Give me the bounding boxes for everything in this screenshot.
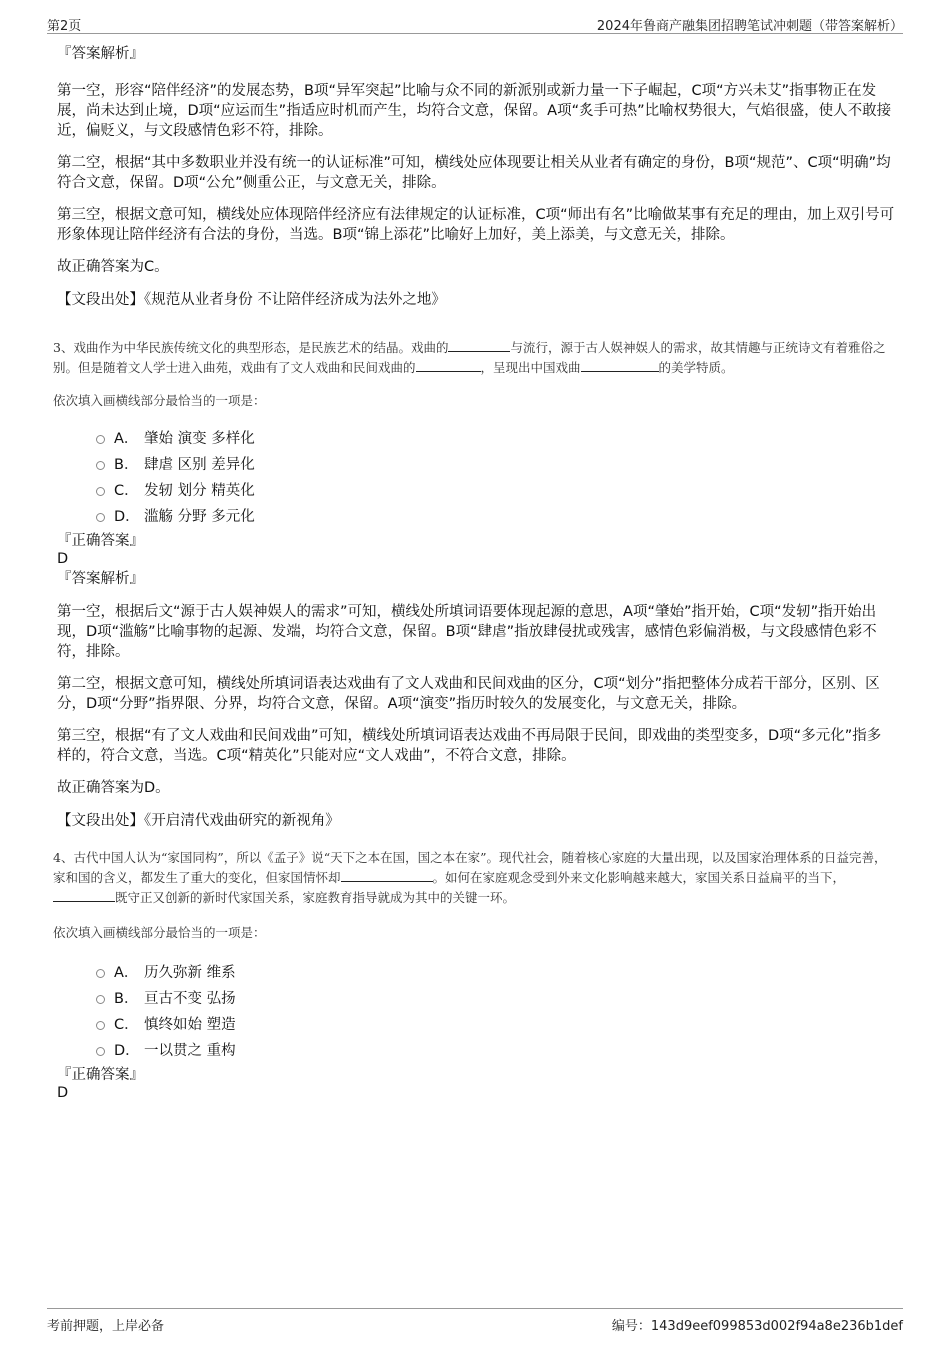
answer-blank [448,339,510,352]
question-text: 4、古代中国人认为“家国同构”，所以《孟子》说“天下之本在国，国之本在家”。现代社会，随着核心家庭的大量出现，以及国家治理体系的日益完善，家和国的含义，都发生了重大的变化，但家国情怀却 。如何在家庭观念受到外来文化影响越来越大，家国关系日益扁平的当下，既守正又创新的新时代家国关系，家庭教育指导就成为其中的关键一环。 [53,850,887,905]
correct-answer-label: 『正确答案』 [57,533,144,549]
source-citation: 【文段出处】《规范从业者身份 不让陪伴经济成为法外之地》 [57,292,446,308]
analysis-paragraph: 第二空，根据文意可知，横线处所填词语表达戏曲有了文人戏曲和民间戏曲的区分，C项“划分”指把整体分成若干部分，区别、区分，D项“分野”指界限、分界，均符合文意，保留。A项“演变”指历时较久的发展变化，与文意无关，排除。 [57,676,880,712]
radio-button[interactable] [96,969,105,978]
answer-blank [581,359,659,372]
option-b[interactable]: B． 亘古不变 弘扬 [96,984,895,1010]
radio-button[interactable] [96,461,105,470]
radio-button[interactable] [96,487,105,496]
option-d[interactable]: D． 一以贯之 重构 [96,1036,895,1062]
analysis-paragraph: 第二空，根据“其中多数职业并没有统一的认证标准”可知，横线处应体现要让相关从业者有确定的身份，B项“规范”、C项“明确”均符合文意，保留。D项“公允”侧重公正，与文意无关，排除。 [57,155,891,191]
answer-blank [341,869,433,882]
option-c[interactable]: C． 慎终如始 塑造 [96,1010,895,1036]
answer-blank [53,889,115,902]
option-a[interactable]: A． 历久弥新 维系 [96,958,895,984]
question-3 [53,338,895,831]
radio-button[interactable] [96,1021,105,1030]
analysis-paragraph: 第三空，根据“有了文人戏曲和民间戏曲”可知，横线处所填词语表达戏曲不再局限于民间，即戏曲的类型变多，D项“多元化”指多样的，符合文意，当选。C项“精英化”只能对应“文人戏曲”，不符合文意，排除。 [57,728,882,764]
option-b[interactable]: B． 肆虐 区别 差异化 [96,450,895,476]
page-number: 第2页 [47,19,82,34]
option-list [96,958,895,1062]
page-footer [47,1308,903,1333]
source-citation: 【文段出处】《开启清代戏曲研究的新视角》 [57,813,340,829]
correct-answer-label: 『正确答案』 [57,1067,144,1083]
correct-answer-value: D [57,551,69,567]
option-list [96,424,895,528]
question-instruction: 依次填入画横线部分最恰当的一项是： [53,393,266,408]
analysis-label: 『答案解析』 [57,46,144,62]
radio-button[interactable] [96,435,105,444]
document-code: 编号：143d9eef099853d002f94a8e236b1def [611,1319,903,1334]
radio-button[interactable] [96,995,105,1004]
page-header [47,13,903,34]
question-4 [53,848,895,1102]
answer-conclusion: 故正确答案为C。 [57,259,169,275]
document-title: 2024年鲁商产融集团招聘笔试冲刺题（带答案解析） [596,19,903,34]
radio-button[interactable] [96,1047,105,1056]
answer-blank [416,359,481,372]
analysis-paragraph: 第一空，根据后文“源于古人娱神娱人的需求”可知，横线处所填词语要体现起源的意思，A项“肇始”指开始，C项“发轫”指开始出现，D项“滥觞”比喻事物的起源、发端，均符合文意，保留。B项“肆虐”指放肆侵扰或残害，感情色彩偏消极，与文段感情色彩不符，排除。 [57,604,877,660]
option-c[interactable]: C． 发轫 划分 精英化 [96,476,895,502]
analysis-paragraph: 第一空，形容“陪伴经济”的发展态势，B项“异军突起”比喻与众不同的新派别或新力量一下子崛起，C项“方兴未艾”指事物正在发展，尚未达到止境，D项“应运而生”指适应时机而产生，均符合文意，保留。A项“炙手可热”比喻权势很大，气焰很盛，使人不敢接近，偏贬义，与文段感情色彩不符，排除。 [57,83,892,139]
page-content [53,44,895,1102]
question-instruction: 依次填入画横线部分最恰当的一项是： [53,925,266,940]
question-text: 3、戏曲作为中华民族传统文化的典型形态，是民族艺术的结晶。戏曲的 与流行，源于古人娱神娱人的需求，故其情趣与正统诗文有着雅俗之别。但是随着文人学士进入曲苑，戏曲有了文人戏曲和民间戏曲的 ，呈现出中国戏曲 的美学特质。 [53,340,886,375]
footer-slogan: 考前押题，上岸必备 [47,1319,165,1334]
radio-button[interactable] [96,513,105,522]
analysis-label: 『答案解析』 [57,571,144,587]
answer-conclusion: 故正确答案为D。 [57,780,170,796]
correct-answer-value: D [57,1085,69,1101]
option-a[interactable]: A． 肇始 演变 多样化 [96,424,895,450]
option-d[interactable]: D． 滥觞 分野 多元化 [96,502,895,528]
analysis-paragraph: 第三空，根据文意可知，横线处应体现陪伴经济应有法律规定的认证标准，C项“师出有名”比喻做某事有充足的理由，加上双引号可形象体现让陪伴经济有合法的身份，当选。B项“锦上添花”比喻好上加好，美上添美，与文意无关，排除。 [57,207,895,243]
